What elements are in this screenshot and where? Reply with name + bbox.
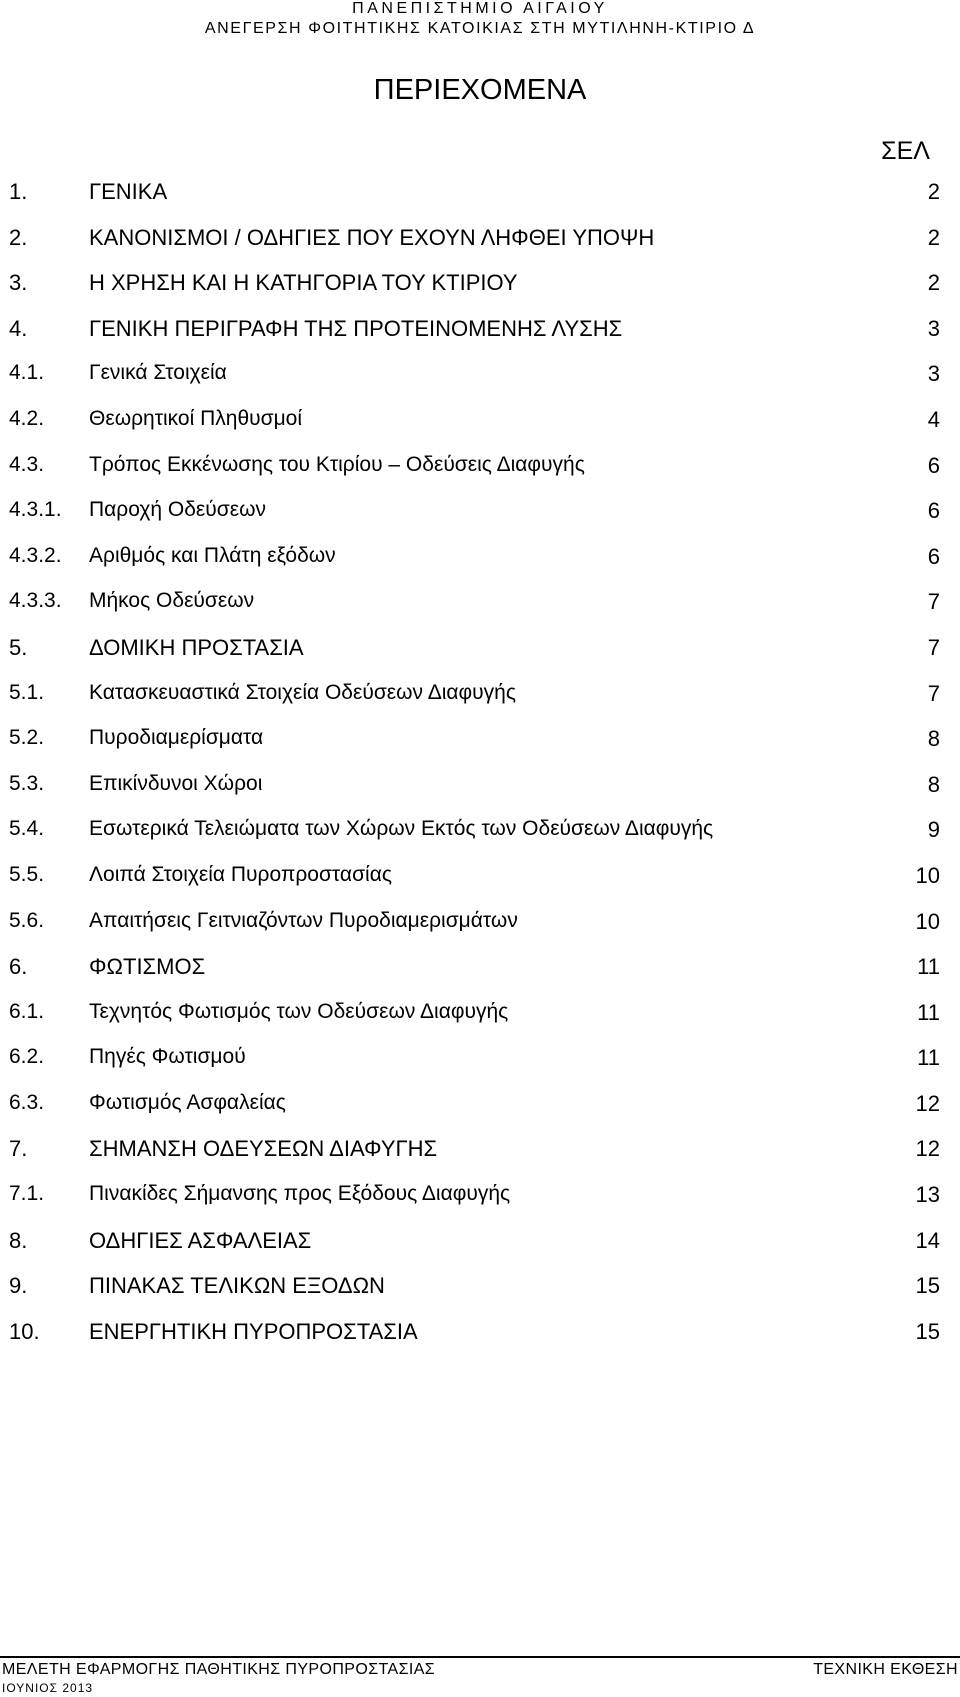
toc-entry[interactable] — [0, 1319, 960, 1365]
page-column-label: ΣΕΛ — [881, 137, 930, 165]
toc-entry-number: 5.6. — [9, 908, 45, 932]
toc-entry-title: Λοιπά Στοιχεία Πυροπροστασίας — [89, 862, 392, 886]
toc-entry-page: 7 — [927, 589, 940, 615]
footer-divider — [0, 1656, 960, 1658]
header-university: ΠΑΝΕΠΙΣΤΗΜΙΟ ΑΙΓΑΙΟΥ — [352, 0, 608, 17]
toc-entry-page: 14 — [915, 1227, 940, 1253]
toc-entry-number: 5.3. — [9, 771, 45, 795]
toc-entry-number: 8. — [9, 1227, 28, 1253]
toc-entry-number: 7.1. — [9, 1182, 45, 1206]
toc-entry-page: 9 — [927, 817, 940, 843]
toc-entry-title: Μήκος Οδεύσεων — [89, 589, 255, 613]
toc-entry-number: 6.3. — [9, 1090, 45, 1114]
toc-entry[interactable] — [0, 225, 960, 271]
toc-entry-page: 6 — [927, 543, 940, 569]
toc-entry-page: 2 — [927, 270, 940, 296]
toc-entry-title: Πηγές Φωτισμού — [89, 1045, 246, 1069]
toc-entry[interactable] — [0, 954, 960, 1000]
toc-entry-title: Η ΧΡΗΣΗ ΚΑΙ Η ΚΑΤΗΓΟΡΙΑ ΤΟΥ ΚΤΙΡΙΟΥ — [89, 270, 518, 296]
toc-entry-title: Παροχή Οδεύσεων — [89, 498, 266, 522]
toc-entry-number: 4.3.1. — [9, 498, 62, 522]
toc-entry[interactable] — [0, 498, 960, 544]
toc-entry[interactable] — [0, 1000, 960, 1046]
toc-entry-title: ΓΕΝΙΚΗ ΠΕΡΙΓΡΑΦΗ ΤΗΣ ΠΡΟΤΕΙΝΟΜΕΝΗΣ ΛΥΣΗΣ — [89, 315, 623, 341]
toc-entry[interactable] — [0, 1045, 960, 1091]
toc-entry[interactable] — [0, 1136, 960, 1182]
toc-entry-page: 15 — [915, 1318, 940, 1344]
toc-entry[interactable] — [0, 407, 960, 453]
toc-entry-page: 3 — [927, 315, 940, 341]
toc-entry-number: 4.3.2. — [9, 543, 62, 567]
toc-entry-page: 3 — [927, 361, 940, 387]
toc-entry-page: 6 — [927, 498, 940, 524]
toc-entry[interactable] — [0, 1273, 960, 1319]
toc-entry-number: 5.5. — [9, 862, 45, 886]
toc-entry-number: 10. — [9, 1318, 40, 1344]
toc-entry-title: Φωτισμός Ασφαλείας — [89, 1090, 286, 1114]
toc-entry[interactable] — [0, 635, 960, 681]
toc-entry[interactable] — [0, 1091, 960, 1137]
toc-entry-page: 13 — [915, 1182, 940, 1208]
footer-study-title: ΜΕΛΕΤΗ ΕΦΑΡΜΟΓΗΣ ΠΑΘΗΤΙΚΗΣ ΠΥΡΟΠΡΟΣΤΑΣΙΑΣ — [2, 1661, 436, 1678]
toc-entry-title: Εσωτερικά Τελειώματα των Χώρων Εκτός των Οδεύσεων Διαφυγής — [89, 817, 714, 841]
toc-entry-number: 5.4. — [9, 817, 45, 841]
footer-report-type: ΤΕΧΝΙΚΗ ΕΚΘΕΣΗ — [813, 1661, 958, 1678]
toc-entry[interactable] — [0, 726, 960, 772]
toc-entry[interactable] — [0, 909, 960, 955]
toc-entry-title: Επικίνδυνοι Χώροι — [89, 771, 263, 795]
toc-entry-title: ΦΩΤΙΣΜΟΣ — [89, 954, 206, 980]
toc-entry-page: 15 — [915, 1273, 940, 1299]
toc-entry-number: 1. — [9, 179, 28, 204]
toc-entry-title: Αριθμός και Πλάτη εξόδων — [89, 543, 336, 567]
toc-entry-number: 2. — [9, 224, 28, 250]
toc-entry-title: Πυροδιαμερίσματα — [89, 726, 264, 750]
toc-entry-title: Τρόπος Εκκένωσης του Κτιρίου – Οδεύσεις Διαφυγής — [89, 452, 585, 476]
toc-entry-number: 6. — [9, 954, 28, 980]
toc-entry[interactable] — [0, 316, 960, 362]
toc-entry-page: 7 — [927, 680, 940, 706]
toc-entry-page: 12 — [915, 1090, 940, 1116]
toc-entry[interactable] — [0, 863, 960, 909]
toc-entry-page: 12 — [915, 1136, 940, 1162]
footer-date: ΙΟΥΝΙΟΣ 2013 — [2, 1681, 94, 1695]
toc-list — [0, 179, 960, 1364]
toc-entry-title: Τεχνητός Φωτισμός των Οδεύσεων Διαφυγής — [89, 999, 509, 1023]
toc-entry-title: Απαιτήσεις Γειτνιαζόντων Πυροδιαμερισμάτων — [89, 908, 518, 932]
toc-entry-number: 7. — [9, 1136, 28, 1162]
toc-entry-title: ΣΗΜΑΝΣΗ ΟΔΕΥΣΕΩΝ ΔΙΑΦΥΓΗΣ — [89, 1136, 438, 1162]
toc-entry-page: 7 — [927, 634, 940, 660]
toc-entry-number: 5.1. — [9, 680, 45, 704]
toc-entry-title: ΚΑΝΟΝΙΣΜΟΙ / ΟΔΗΓΙΕΣ ΠΟΥ ΕΧΟΥΝ ΛΗΦΘΕΙ ΥΠΟΨΗ — [89, 224, 655, 250]
toc-entry[interactable] — [0, 681, 960, 727]
toc-entry-number: 4.3. — [9, 452, 45, 476]
toc-entry[interactable] — [0, 589, 960, 635]
toc-entry-title: Κατασκευαστικά Στοιχεία Οδεύσεων Διαφυγής — [89, 680, 516, 704]
toc-entry-number: 4.2. — [9, 406, 45, 430]
toc-entry-page: 6 — [927, 452, 940, 478]
toc-entry-number: 6.2. — [9, 1045, 45, 1069]
toc-entry-page: 11 — [917, 999, 940, 1025]
toc-entry-page: 2 — [927, 179, 940, 204]
toc-entry-page: 8 — [927, 726, 940, 752]
toc-entry[interactable] — [0, 453, 960, 499]
header-project: ΑΝΕΓΕΡΣΗ ΦΟΙΤΗΤΙΚΗΣ ΚΑΤΟΙΚΙΑΣ ΣΤΗ ΜΥΤΙΛΗΝΗ-ΚΤΙΡΙΟ Δ — [204, 20, 756, 37]
toc-entry[interactable] — [0, 772, 960, 818]
toc-entry-title: Θεωρητικοί Πληθυσμοί — [89, 406, 303, 430]
toc-entry-number: 6.1. — [9, 999, 45, 1023]
toc-entry-page: 2 — [927, 224, 940, 250]
toc-title: ΠΕΡΙΕΧΟΜΕΝΑ — [373, 74, 587, 106]
toc-entry-title: ΔΟΜΙΚΗ ΠΡΟΣΤΑΣΙΑ — [89, 634, 304, 660]
toc-entry-title: Γενικά Στοιχεία — [89, 361, 227, 385]
toc-entry-number: 9. — [9, 1273, 28, 1299]
toc-entry-number: 5.2. — [9, 726, 45, 750]
toc-entry-title: ΟΔΗΓΙΕΣ ΑΣΦΑΛΕΙΑΣ — [89, 1227, 312, 1253]
toc-entry-title: ΕΝΕΡΓΗΤΙΚΗ ΠΥΡΟΠΡΟΣΤΑΣΙΑ — [89, 1318, 418, 1344]
toc-entry[interactable] — [0, 361, 960, 407]
toc-entry-number: 4. — [9, 315, 28, 341]
toc-entry[interactable] — [0, 270, 960, 316]
toc-entry-number: 4.3.3. — [9, 589, 62, 613]
toc-entry-page: 10 — [915, 908, 940, 934]
toc-entry[interactable] — [0, 1182, 960, 1228]
toc-entry-page: 4 — [927, 406, 940, 432]
toc-entry-number: 3. — [9, 270, 28, 296]
toc-entry[interactable] — [0, 179, 960, 225]
page-footer — [0, 1661, 960, 1695]
toc-entry-page: 11 — [917, 1045, 940, 1071]
toc-entry-title: ΠΙΝΑΚΑΣ ΤΕΛΙΚΩΝ ΕΞΟΔΩΝ — [89, 1273, 385, 1299]
toc-entry-page: 10 — [915, 862, 940, 888]
page-header — [0, 0, 960, 40]
toc-entry-number: 5. — [9, 634, 28, 660]
toc-entry-title: ΓΕΝΙΚΑ — [89, 179, 168, 204]
toc-entry-page: 8 — [927, 771, 940, 797]
toc-entry-number: 4.1. — [9, 361, 45, 385]
toc-entry-page: 11 — [917, 954, 940, 980]
toc-entry[interactable] — [0, 1228, 960, 1274]
toc-entry[interactable] — [0, 817, 960, 863]
toc-entry-title: Πινακίδες Σήμανσης προς Εξόδους Διαφυγής — [89, 1182, 511, 1206]
toc-entry[interactable] — [0, 544, 960, 590]
